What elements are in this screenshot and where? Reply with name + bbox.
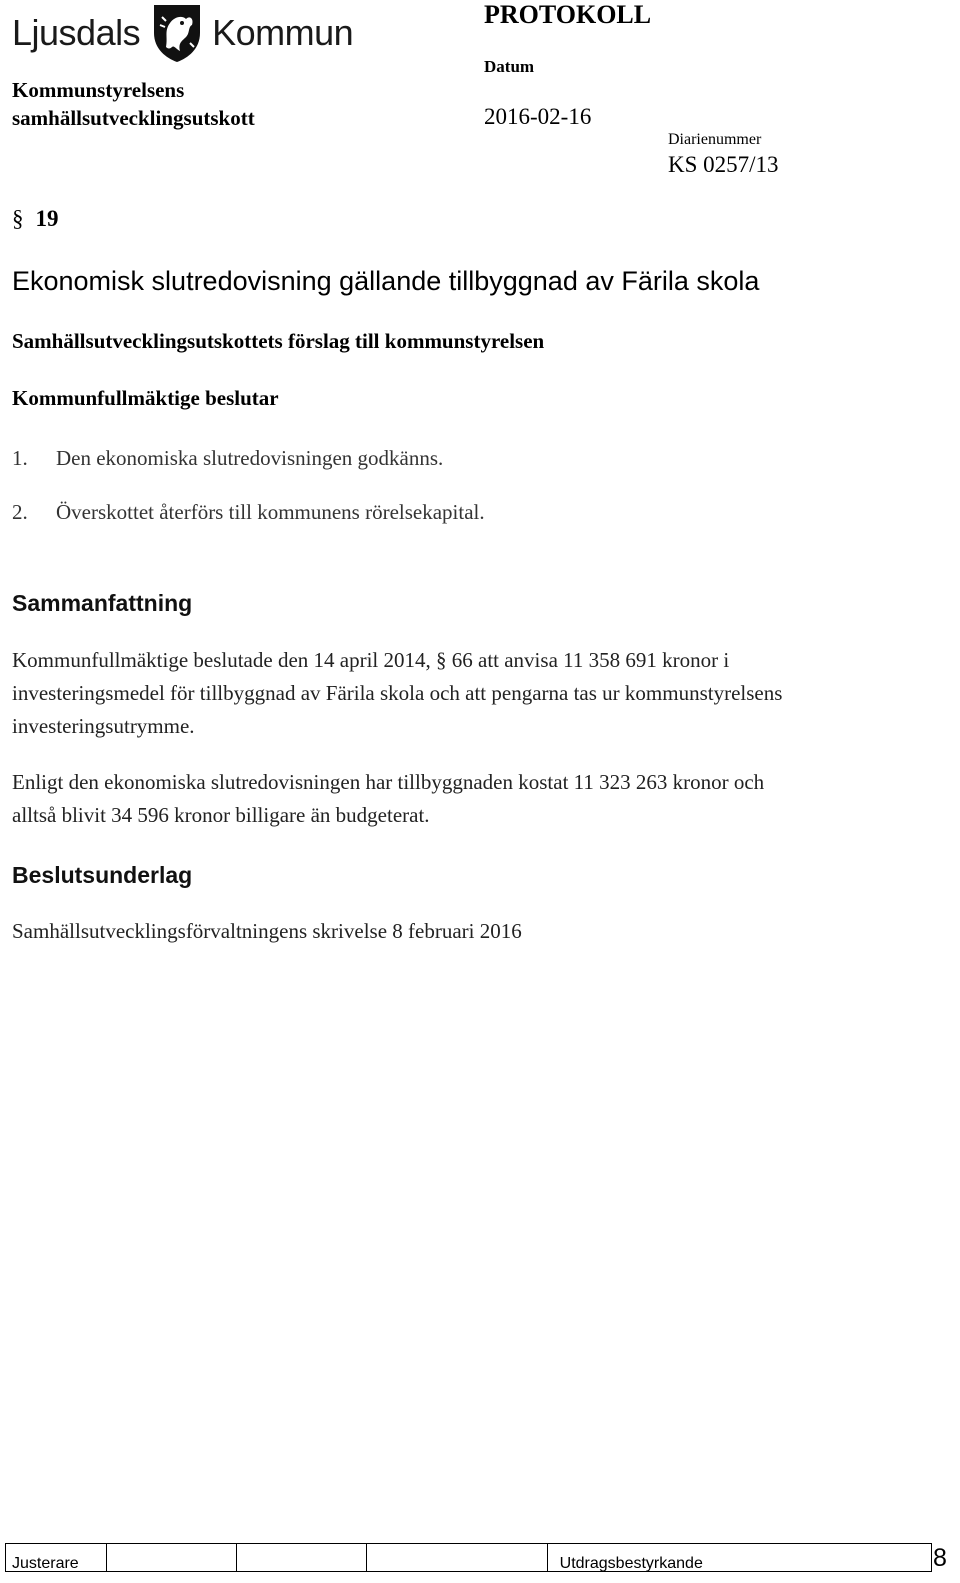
diarie-value: KS 0257/13	[668, 152, 779, 177]
page-number: 8	[933, 1544, 947, 1572]
summary-heading: Sammanfattning	[12, 590, 193, 616]
organisation-line-2: samhällsutvecklingsutskott	[12, 106, 255, 130]
date-label: Datum	[484, 57, 535, 76]
section-symbol: §	[12, 206, 24, 231]
signature-cell	[237, 1544, 367, 1571]
page-title: Ekonomisk slutredovisning gällande tillbyggnad av Färila skola	[12, 266, 760, 296]
logo-text-right: Kommun	[212, 12, 354, 53]
summary-text: 66 att anvisa 11 358 691 kronor i	[451, 648, 730, 672]
decision-item	[12, 446, 443, 471]
utdrag-label: Utdragsbestyrkande	[559, 1555, 703, 1572]
summary-line	[12, 648, 729, 673]
section-symbol: §	[436, 648, 447, 672]
summary-line: investeringsmedel för tillbyggnad av Färila skola och att pengarna tas ur kommunstyrelsens	[12, 681, 783, 705]
decision-item-number: 1.	[12, 446, 28, 470]
basis-line: Samhällsutvecklingsförvaltningens skrivelse 8 februari 2016	[12, 919, 522, 943]
decision-heading: Kommunfullmäktige beslutar	[12, 386, 279, 410]
signature-footer	[5, 1543, 932, 1572]
decision-item-text: Överskottet återförs till kommunens rörelsekapital.	[56, 500, 485, 524]
municipality-logo	[12, 2, 353, 64]
summary-text: Kommunfullmäktige beslutade den 14 april 2014,	[12, 648, 431, 672]
coat-of-arms-icon	[152, 3, 202, 63]
paragraph-number	[12, 206, 59, 232]
justerare-cell	[6, 1544, 107, 1571]
proposal-heading: Samhällsutvecklingsutskottets förslag till kommunstyrelsen	[12, 329, 545, 353]
logo-text-left: Ljusdals	[12, 12, 141, 53]
signature-cell	[367, 1544, 547, 1571]
basis-heading: Beslutsunderlag	[12, 862, 193, 888]
date-value: 2016-02-16	[484, 104, 592, 129]
diarie-label: Diarienummer	[668, 131, 762, 148]
summary-line: alltså blivit 34 596 kronor billigare än budgeterat.	[12, 803, 430, 827]
summary-line: Enligt den ekonomiska slutredovisningen har tillbyggnaden kostat 11 323 263 kronor och	[12, 770, 765, 794]
summary-line: investeringsutrymme.	[12, 714, 195, 738]
organisation-line-1: Kommunstyrelsens	[12, 78, 185, 102]
document-type: PROTOKOLL	[484, 0, 652, 29]
signature-cell	[107, 1544, 237, 1571]
paragraph-number-value: 19	[35, 206, 59, 231]
utdrag-cell	[548, 1544, 931, 1571]
decision-item-number: 2.	[12, 500, 28, 524]
decision-item	[12, 500, 485, 525]
justerare-label: Justerare	[12, 1555, 79, 1572]
decision-item-text: Den ekonomiska slutredovisningen godkänns.	[56, 446, 444, 470]
